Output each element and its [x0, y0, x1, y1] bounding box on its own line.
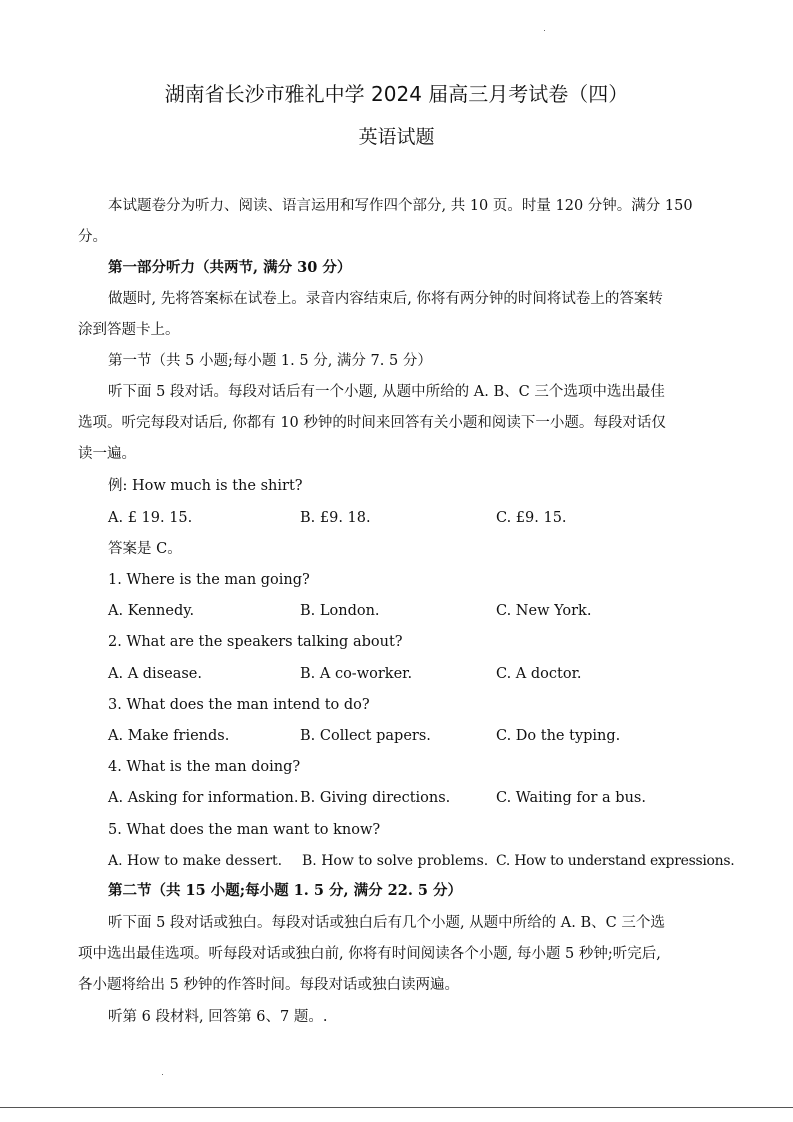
example-answer: 答案是 C。	[108, 541, 182, 557]
q2-option-c: C. A doctor.	[496, 666, 582, 682]
q4-option-a: A. Asking for information.	[108, 790, 299, 806]
question-5: 5. What does the man want to know?	[108, 822, 381, 838]
example-option-a: A. £ 19. 15.	[108, 510, 193, 526]
section2-instruction-2: 项中选出最佳选项。听每段对话或独白前, 你将有时间阅读各个小题, 每小题 5 秒钟;听完后,	[78, 946, 661, 962]
q3-option-a: A. Make friends.	[108, 728, 230, 744]
scan-dot	[544, 30, 545, 31]
intro-line-1: 本试题卷分为听力、阅读、语言运用和写作四个部分, 共 10 页。时量 120 分钟。满分 150	[108, 198, 693, 214]
section1-instruction-2: 选项。听完每段对话后, 你都有 10 秒钟的时间来回答有关小题和阅读下一小题。每段对话仅	[78, 415, 666, 431]
section2-instruction-3: 各小题将给出 5 秒钟的作答时间。每段对话或独白读两遍。	[78, 977, 459, 993]
example-option-b: B. £9. 18.	[300, 510, 371, 526]
q4-option-c: C. Waiting for a bus.	[496, 790, 646, 806]
q3-option-b: B. Collect papers.	[300, 728, 431, 744]
section1-instruction-1: 听下面 5 段对话。每段对话后有一个小题, 从题中所给的 A. B、C 三个选项中选出最佳	[108, 384, 665, 400]
q5-option-a: A. How to make dessert.	[108, 853, 283, 869]
exam-subtitle: 英语试题	[358, 126, 435, 148]
page-bottom-rule	[0, 1107, 793, 1108]
part1-heading: 第一部分听力（共两节, 满分 30 分）	[108, 259, 352, 276]
q1-option-c: C. New York.	[496, 603, 592, 619]
exam-title: 湖南省长沙市雅礼中学 2024 届高三月考试卷（四）	[164, 82, 629, 106]
q3-option-c: C. Do the typing.	[496, 728, 621, 744]
section2-instruction-1: 听下面 5 段对话或独白。每段对话或独白后有几个小题, 从题中所给的 A. B、C 三个选	[108, 915, 665, 931]
question-4: 4. What is the man doing?	[108, 759, 301, 775]
question-1: 1. Where is the man going?	[108, 572, 310, 588]
example-option-c: C. £9. 15.	[496, 510, 567, 526]
section2-heading: 第二节（共 15 小题;每小题 1. 5 分, 满分 22. 5 分）	[108, 882, 463, 899]
scan-dot	[162, 1074, 163, 1075]
q5-option-b: B. How to solve problems.	[302, 853, 489, 869]
part1-instruction-2: 涂到答题卡上。	[78, 322, 180, 338]
question-3: 3. What does the man intend to do?	[108, 697, 370, 713]
section1-instruction-3: 读一遍。	[78, 446, 136, 462]
q5-option-c: C. How to understand expressions.	[496, 853, 735, 869]
q4-option-b: B. Giving directions.	[300, 790, 451, 806]
q1-option-b: B. London.	[300, 603, 380, 619]
section1-heading: 第一节（共 5 小题;每小题 1. 5 分, 满分 7. 5 分）	[108, 353, 432, 369]
q2-option-b: B. A co-worker.	[300, 666, 413, 682]
intro-line-2: 分。	[78, 229, 107, 245]
question-2: 2. What are the speakers talking about?	[108, 634, 403, 650]
example-question: 例: How much is the shirt?	[108, 478, 303, 494]
q1-option-a: A. Kennedy.	[108, 603, 195, 619]
part1-instruction-1: 做题时, 先将答案标在试卷上。录音内容结束后, 你将有两分钟的时间将试卷上的答案转	[108, 291, 663, 307]
section2-prompt: 听第 6 段材料, 回答第 6、7 题。.	[108, 1009, 328, 1025]
q2-option-a: A. A disease.	[108, 666, 202, 682]
